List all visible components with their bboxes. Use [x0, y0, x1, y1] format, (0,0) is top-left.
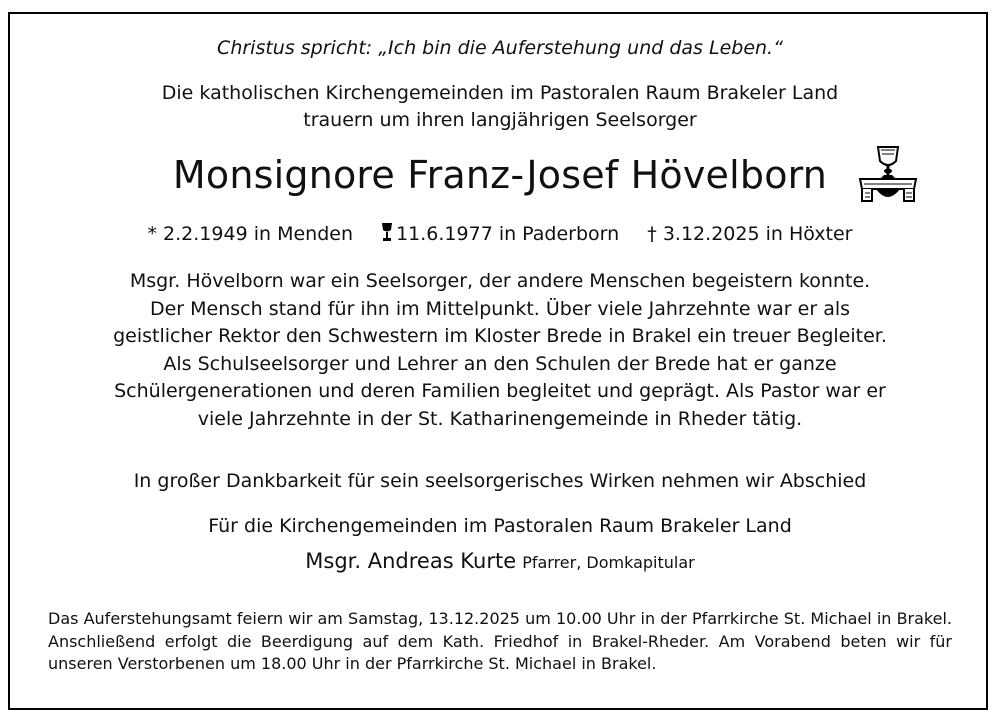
- tribute-line: Schülergenerationen und deren Familien begleitet und geprägt. Als Pastor war er: [114, 380, 886, 402]
- intro-line-2: trauern um ihren langjährigen Seelsorger: [303, 109, 697, 131]
- tribute-line: Der Mensch stand für ihn im Mittelpunkt. Über viele Jahrzehnte war er als: [149, 297, 851, 320]
- tribute-text: [20, 268, 980, 433]
- deceased-name: Monsignore Franz-Josef Hövelborn: [172, 153, 828, 197]
- signer-role: Pfarrer, Domkapitular: [522, 553, 695, 572]
- tribute-line: viele Jahrzehnte in der St. Katharinengemeinde in Rheder tätig.: [197, 407, 803, 430]
- life-dates: [20, 222, 980, 245]
- tribute-line: Msgr. Hövelborn war ein Seelsorger, der andere Menschen begeistern konnte.: [129, 270, 871, 292]
- ordination-date: 11.6.1977 in Paderborn: [396, 223, 620, 245]
- signer-name: Msgr. Andreas Kurte: [305, 549, 517, 573]
- birth-date: * 2.2.1949 in Menden: [147, 223, 353, 245]
- chalice-altar-icon: [854, 143, 922, 209]
- tribute-line: Als Schulseelsorger und Lehrer an den Schulen der Brede hat er ganze: [163, 352, 837, 375]
- intro-line-1: Die katholischen Kirchengemeinden im Pastoralen Raum Brakeler Land: [161, 82, 839, 104]
- service-notice: Das Auferstehungsamt feiern wir am Samstag, 13.12.2025 um 10.00 Uhr in der Pfarrkirche St. Michael in Brakel. Anschließend erfolgt die Beerdigung auf dem Kath. Friedhof in Brakel-Rheder. Am Vorabend beten wir für unseren Verstorbenen um 18.00 Uhr in der Pfarrkirche St. Michael in Brakel.: [48, 609, 952, 673]
- tribute-line: geistlicher Rektor den Schwestern im Kloster Brede in Brakel ein treuer Begleiter.: [113, 325, 887, 347]
- cross-icon: †: [647, 223, 657, 245]
- death-date: 3.12.2025 in Höxter: [662, 223, 853, 245]
- intro-text: [20, 80, 980, 134]
- signoff-line: Für die Kirchengemeinden im Pastoralen Raum Brakeler Land: [208, 515, 792, 537]
- farewell-line: In großer Dankbarkeit für sein seelsorgerisches Wirken nehmen wir Abschied: [133, 470, 867, 492]
- chalice-icon: [381, 222, 393, 242]
- bible-quote: Christus spricht: „Ich bin die Auferstehung und das Leben.“: [217, 37, 783, 59]
- signer: [20, 549, 980, 573]
